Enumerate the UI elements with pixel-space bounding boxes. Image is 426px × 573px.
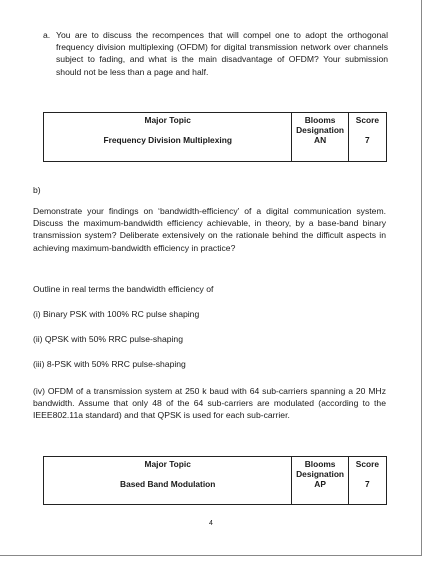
major-topic-value: Based Band Modulation	[120, 479, 216, 489]
major-topic-header: Major Topic	[144, 459, 191, 469]
question-b-item-3: (iii) 8-PSK with 50% RRC pulse-shaping	[33, 359, 186, 369]
question-b-item-1: (i) Binary PSK with 100% RC pulse shaping	[33, 309, 200, 319]
blooms-header: Blooms Designation	[296, 459, 345, 479]
major-topic-value: Frequency Division Multiplexing	[103, 135, 232, 145]
score-header: Score	[355, 459, 380, 469]
score-value: 7	[365, 479, 370, 489]
question-b-label: b)	[33, 185, 41, 195]
question-b-outline: Outline in real terms the bandwidth efficiency of	[33, 284, 214, 294]
score-cell	[348, 113, 386, 162]
question-a	[43, 29, 388, 78]
major-topic-cell	[44, 113, 292, 162]
question-b-item-2: (ii) QPSK with 50% RRC pulse-shaping	[33, 334, 183, 344]
question-a-text: You are to discuss the recompences that will compel one to adopt the orthogonal frequency division multiplexing (OFDM) for digital transmission network over channels subject to fading, and what is the main disadvantage of OFDM? Your submission should not be less than a page and half.	[56, 30, 388, 77]
blooms-header: Blooms Designation	[296, 115, 345, 135]
blooms-value: AN	[314, 135, 327, 145]
major-topic-cell	[44, 457, 292, 505]
question-b-intro: Demonstrate your findings on ‘bandwidth-efficiency’ of a digital communication system. Discuss the maximum-bandwidth efficiency achievable, in theory, by a base-band binary transmission system? Deliberate extensively on the rationale behind the difficult aspects in achieving maximum-bandwidth efficiency in practice?	[33, 206, 386, 253]
blooms-cell	[292, 113, 348, 162]
question-b-meta-table	[43, 456, 387, 505]
page-number: 4	[209, 520, 213, 527]
score-header: Score	[355, 115, 380, 125]
score-cell	[348, 457, 386, 505]
blooms-cell	[292, 457, 348, 505]
blooms-value: AP	[314, 479, 326, 489]
score-value: 7	[365, 135, 370, 145]
question-a-meta-table	[43, 112, 387, 162]
question-b-item-4: (iv) OFDM of a transmission system at 250 k baud with 64 sub-carriers spanning a 20 MHz bandwidth. Assume that only 48 of the 64 sub-carriers are modulated (according to the IEEE802.11a standard) and that QPSK is used for each sub-carrier.	[33, 386, 386, 421]
major-topic-header: Major Topic	[144, 115, 191, 125]
question-a-label: a.	[43, 30, 51, 40]
